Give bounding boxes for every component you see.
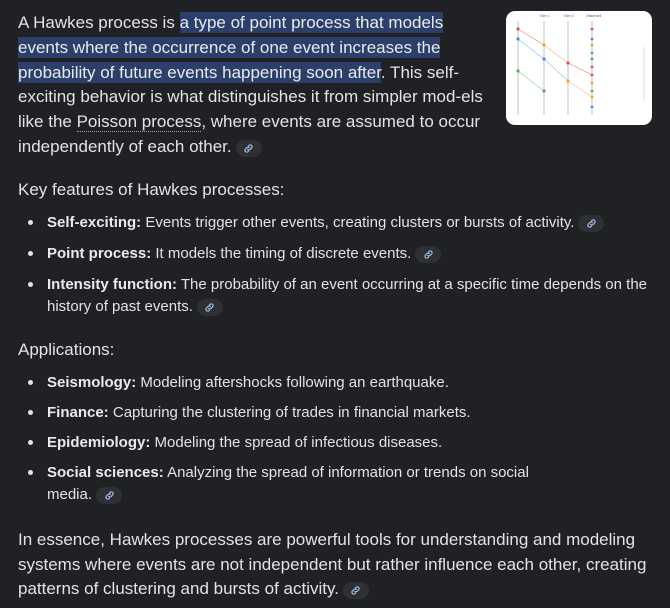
thumb-label-gen2: Gen 2	[564, 14, 574, 18]
list-item	[18, 432, 648, 454]
thumb-label-observed: Observed	[586, 14, 602, 18]
intro-tail: , where events are assumed to occur independently of each other.	[18, 112, 481, 156]
list-item	[18, 402, 648, 424]
intro-lead: A Hawkes process is	[18, 13, 180, 32]
link-icon	[243, 143, 254, 154]
application-term-epidemiology: Epidemiology:	[47, 434, 151, 451]
link-icon	[204, 302, 215, 313]
application-term-seismology: Seismology:	[47, 374, 137, 391]
application-term-finance: Finance:	[47, 404, 109, 421]
application-text: Analyzing the spread of information or trends on social media.	[47, 464, 529, 503]
key-features-list	[18, 212, 648, 317]
citation-button[interactable]	[578, 215, 604, 232]
feature-text: Events trigger other events, creating clusters or bursts of activity.	[141, 214, 575, 231]
application-text: Modeling the spread of infectious diseases.	[150, 434, 443, 451]
hawkes-diagram-image	[506, 11, 652, 125]
list-item	[18, 462, 648, 505]
citation-button[interactable]	[415, 246, 441, 263]
applications-list	[18, 372, 648, 505]
feature-text: It models the timing of discrete events.	[151, 245, 412, 262]
hawkes-diagram-thumbnail[interactable]	[506, 11, 652, 125]
applications-heading: Applications:	[18, 340, 115, 359]
feature-term-point-process: Point process:	[47, 245, 152, 262]
link-icon	[423, 249, 434, 260]
feature-term-self-exciting: Self-exciting:	[47, 214, 142, 231]
list-item	[18, 212, 648, 234]
feature-text: The probability of an event occurring at a specific time depends on the history of past events.	[47, 276, 648, 315]
citation-button[interactable]	[343, 582, 369, 599]
key-features-heading: Key features of Hawkes processes:	[18, 180, 285, 199]
intro-paragraph	[18, 11, 496, 160]
list-item	[18, 274, 648, 317]
feature-term-intensity-function: Intensity function:	[47, 276, 177, 293]
link-icon	[350, 585, 361, 596]
summary-paragraph	[18, 528, 658, 602]
list-item	[18, 243, 648, 265]
application-term-social-sciences: Social sciences:	[47, 464, 164, 481]
highlighted-definition: a type of point process that models events where the occurrence of one event increases the probability of future events happening soon after	[18, 13, 444, 82]
application-text: Capturing the clustering of trades in financial markets.	[108, 404, 471, 421]
application-text: Modeling aftershocks following an earthquake.	[136, 374, 449, 391]
thumb-label-gen1: Gen 1	[540, 14, 550, 18]
summary-text: In essence, Hawkes processes are powerful tools for understanding and modeling systems where events are not independent but rather influence each other, creating patterns of clustering and bursts of activity.	[18, 530, 647, 598]
poisson-process-link[interactable]: Poisson process	[76, 112, 202, 132]
citation-button[interactable]	[236, 140, 262, 157]
citation-button[interactable]	[197, 299, 223, 316]
link-icon	[586, 218, 597, 229]
intro-mid: . This self-exciting behavior is what distinguishes it from simpler mod-els like the	[18, 62, 483, 132]
list-item	[18, 372, 648, 394]
citation-button[interactable]	[96, 487, 122, 504]
link-icon	[104, 490, 115, 501]
